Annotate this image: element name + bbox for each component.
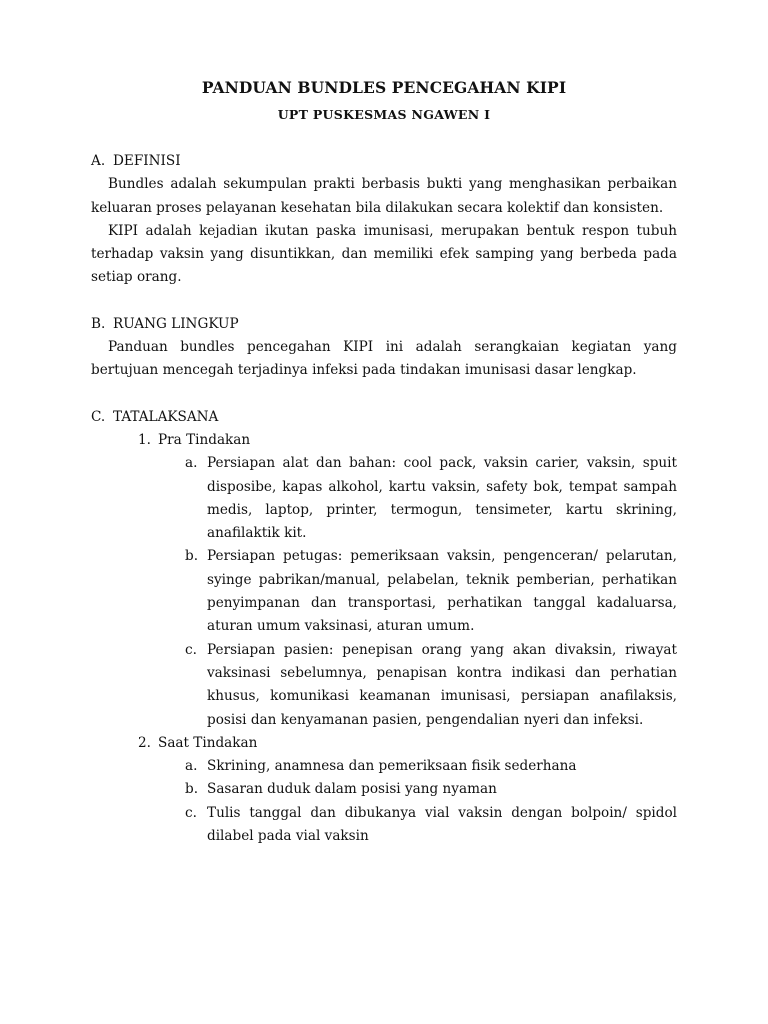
item-list	[91, 452, 677, 732]
document-subtitle: UPT PUSKESMAS NGAWEN I	[277, 107, 491, 122]
item-marker: a.	[185, 455, 198, 472]
item-list	[91, 755, 677, 848]
item-marker: b.	[185, 781, 199, 798]
paragraph: KIPI adalah kejadian ikutan paska imunisasi, merupakan bentuk respon tubuh terhadap vaksin yang disuntikkan, dan memiliki efek samping yang berbeda pada setiap orang.	[91, 222, 677, 286]
subsection-number: 1.	[138, 431, 151, 448]
section-heading	[91, 313, 677, 336]
list-item	[91, 802, 677, 849]
section-letter: B.	[91, 315, 106, 332]
list-item	[91, 545, 677, 638]
subsection-number: 2.	[138, 734, 151, 751]
item-marker: c.	[185, 804, 197, 821]
item-text: Sasaran duduk dalam posisi yang nyaman	[207, 781, 497, 798]
section-heading-text: RUANG LINGKUP	[113, 315, 239, 332]
section-letter: C.	[91, 408, 106, 425]
paragraph: Bundles adalah sekumpulan prakti berbasis bukti yang menghasikan perbaikan keluaran proses pelayanan kesehatan bila dilakukan secara kolektif dan konsisten.	[91, 176, 677, 216]
section-heading-text: DEFINISI	[113, 153, 181, 169]
list-item	[91, 452, 677, 545]
subsection-title: Saat Tindakan	[158, 734, 258, 751]
section-heading	[91, 406, 677, 429]
item-text: Persiapan alat dan bahan: cool pack, vaksin carier, vaksin, spuit disposibe, kapas alkohol, kartu vaksin, safety bok, tempat sampah medis, laptop, printer, termogun, tensimeter, kartu skrining, anafilaktik kit.	[207, 455, 677, 542]
subsection-heading	[91, 429, 677, 452]
section-tatalaksana	[91, 406, 677, 849]
item-text: Persiapan pasien: penepisan orang yang akan divaksin, riwayat vaksinasi sebelumnya, penapisan kontra indikasi dan perhatian khusus, komunikasi keamanan imunisasi, persiapan anafilaksis, posisi dan kenyamanan pasien, pengendalian nyeri dan infeksi.	[207, 641, 677, 728]
item-text: Tulis tanggal dan dibukanya vial vaksin dengan bolpoin/ spidol dilabel pada vial vaksin	[207, 804, 677, 845]
section-letter: A.	[91, 153, 106, 169]
item-text: Persiapan petugas: pemeriksaan vaksin, pengenceran/ pelarutan, syinge pabrikan/manual, pelabelan, teknik pemberian, perhatikan penyimpanan dan transportasi, perhatikan tanggal kadaluarsa, aturan umum vaksinasi, aturan umum.	[207, 548, 677, 635]
item-marker: a.	[185, 758, 198, 775]
section-heading-text: TATALAKSANA	[113, 408, 219, 425]
document-body	[91, 150, 677, 848]
list-item	[91, 639, 677, 732]
paragraph: Panduan bundles pencegahan KIPI ini adalah serangkaian kegiatan yang bertujuan mencegah terjadinya infeksi pada tindakan imunisasi dasar lengkap.	[91, 339, 677, 379]
item-marker: c.	[185, 641, 197, 658]
section-definisi	[91, 150, 677, 290]
item-text: Skrining, anamnesa dan pemeriksaan fisik sederhana	[207, 758, 577, 775]
section-heading	[91, 150, 677, 173]
list-item	[91, 755, 677, 778]
subsection-heading	[91, 732, 677, 755]
document-title: PANDUAN BUNDLES PENCEGAHAN KIPI	[201, 78, 567, 97]
subsection-title: Pra Tindakan	[158, 431, 251, 448]
section-ruang-lingkup	[91, 313, 677, 383]
item-marker: b.	[185, 548, 199, 565]
list-item	[91, 778, 677, 801]
